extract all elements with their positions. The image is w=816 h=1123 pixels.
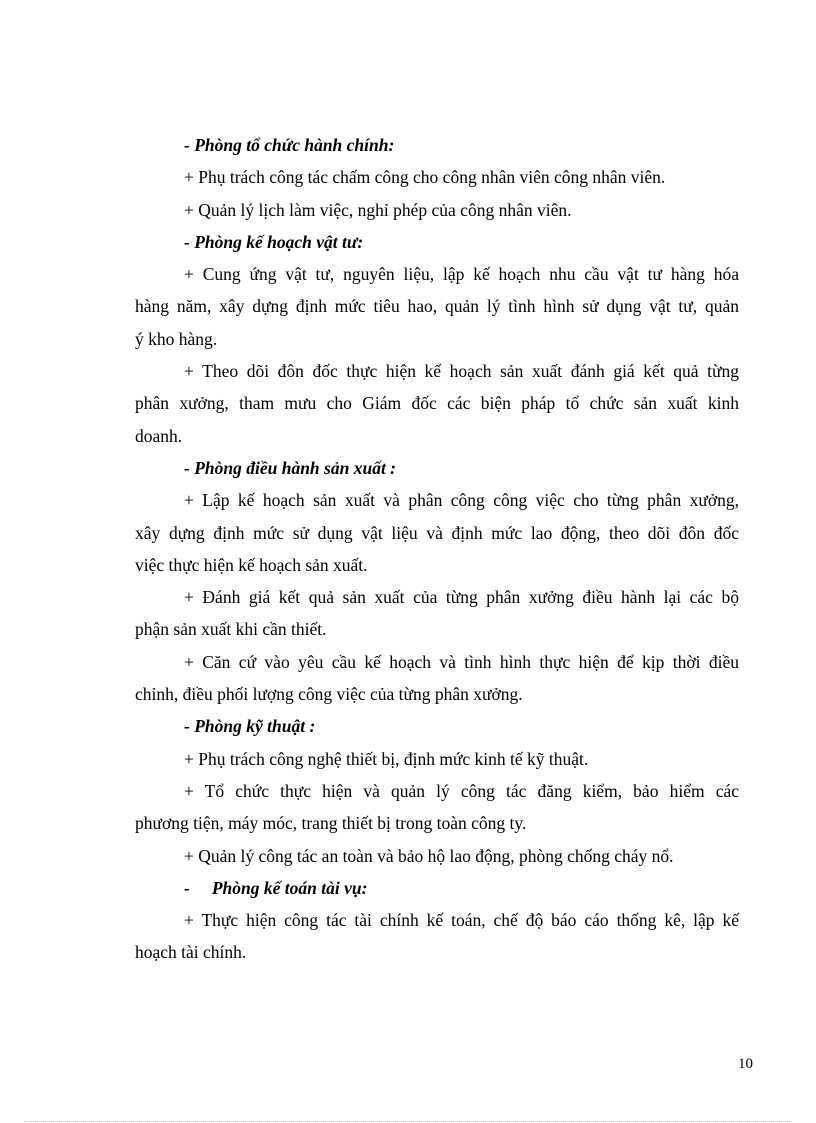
section-heading-accounting bbox=[135, 872, 739, 904]
paragraph-line: phân xưởng, tham mưu cho Giám đốc các biện pháp tổ chức sản xuất kinh bbox=[135, 393, 739, 414]
paragraph-line: doanh. bbox=[135, 425, 183, 446]
heading-text: Phòng kế toán tài vụ: bbox=[211, 877, 368, 898]
paragraph-line: việc thực hiện kế hoạch sản xuất. bbox=[135, 554, 368, 575]
paragraph-line: phương tiện, máy móc, trang thiết bị trong toàn công ty. bbox=[135, 813, 527, 834]
paragraph-line: phận sản xuất khi cần thiết. bbox=[135, 619, 327, 640]
document-body bbox=[135, 129, 739, 969]
paragraph-line: ý kho hàng. bbox=[135, 328, 218, 349]
heading-dash: - bbox=[184, 877, 190, 898]
paragraph-line: hoạch tài chính. bbox=[135, 942, 247, 963]
page-bottom-divider bbox=[24, 1121, 792, 1122]
paragraph-line: + Quản lý lịch làm việc, nghỉ phép của công nhân viên. bbox=[184, 199, 572, 220]
paragraph-line: + Tổ chức thực hiện và quản lý công tác đăng kiểm, bảo hiểm các bbox=[184, 780, 739, 801]
section-heading-planning-materials: - Phòng kế hoạch vật tư: bbox=[184, 231, 364, 252]
paragraph-line: + Thực hiện công tác tài chính kế toán, chế độ báo cáo thống kê, lập kế bbox=[184, 910, 739, 931]
paragraph-line: xây dựng định mức sử dụng vật liệu và định mức lao động, theo dõi đôn đốc bbox=[135, 522, 739, 543]
paragraph-line: + Phụ trách công nghệ thiết bị, định mức kinh tế kỹ thuật. bbox=[184, 748, 589, 769]
paragraph-line: + Phụ trách công tác chấm công cho công nhân viên công nhân viên. bbox=[184, 167, 666, 188]
section-heading-production-management: - Phòng điều hành sản xuất : bbox=[184, 457, 397, 478]
paragraph-line: + Theo dõi đôn đốc thực hiện kế hoạch sản xuất đánh giá kết quả từng bbox=[184, 361, 739, 382]
paragraph-line: hàng năm, xây dựng định mức tiêu hao, quản lý tình hình sử dụng vật tư, quản bbox=[135, 296, 739, 317]
section-heading-administration: - Phòng tổ chức hành chính: bbox=[184, 135, 395, 155]
paragraph-line: + Lập kế hoạch sản xuất và phân công công việc cho từng phân xưởng, bbox=[184, 490, 739, 511]
paragraph-line: + Căn cứ vào yêu cầu kế hoạch và tình hình thực hiện để kịp thời điều bbox=[184, 651, 739, 672]
section-heading-technical: - Phòng kỹ thuật : bbox=[184, 716, 316, 737]
paragraph-line: + Cung ứng vật tư, nguyên liệu, lập kế hoạch nhu cầu vật tư hàng hóa bbox=[184, 264, 739, 285]
paragraph-line: + Quản lý công tác an toàn và bảo hộ lao động, phòng chống cháy nổ. bbox=[184, 845, 674, 866]
page-number: 10 bbox=[738, 1056, 753, 1072]
paragraph-line: chỉnh, điều phối lượng công việc của từng phân xưởng. bbox=[135, 684, 523, 705]
paragraph-line: + Đánh giá kết quả sản xuất của từng phân xưởng điều hành lại các bộ bbox=[184, 587, 739, 608]
